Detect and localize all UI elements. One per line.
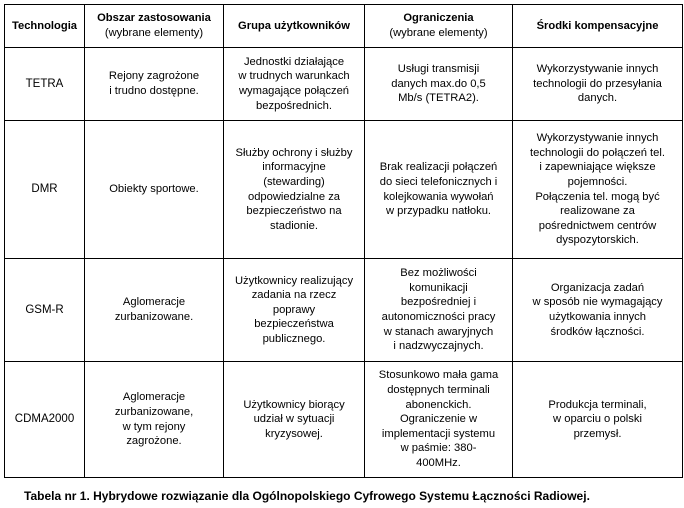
cell-users — [224, 362, 365, 478]
cell-line: Usługi transmisji — [397, 63, 480, 76]
header-users-title: Grupa użytkowników — [238, 19, 350, 32]
cell-line: bezpieczeństwa — [254, 318, 334, 331]
header-compensation-title: Środki kompensacyjne — [536, 19, 659, 32]
cell-line: kolejkowania wywołań — [383, 190, 494, 203]
cell-line: środków łączności. — [550, 325, 645, 338]
header-limits-title: Ograniczenia — [403, 12, 474, 25]
cell-line: Użytkownicy realizujący — [234, 274, 354, 287]
cell-compensation — [513, 362, 683, 478]
cell-line: poprawy — [272, 303, 316, 316]
cell-limits — [365, 48, 513, 121]
header-users — [224, 5, 365, 48]
header-technology-title: Technologia — [11, 19, 78, 32]
cell-line: dostępnych terminali — [387, 384, 490, 397]
cell-line: komunikacji — [409, 281, 468, 294]
cell-technology: CDMA2000 — [5, 362, 85, 478]
cell-line: Połączenia tel. mogą być — [535, 190, 660, 203]
cell-limits — [365, 362, 513, 478]
cell-line: i zapewniające większe — [539, 161, 656, 174]
cell-line: publicznego. — [262, 332, 326, 345]
cell-line: Mb/s (TETRA2). — [398, 92, 479, 105]
cell-line: dyspozytorskich. — [556, 234, 639, 247]
cell-area — [85, 362, 224, 478]
cell-technology: DMR — [5, 121, 85, 259]
cell-line: 400MHz. — [416, 456, 461, 469]
cell-limits — [365, 259, 513, 362]
table-caption: Tabela nr 1. Hybrydowe rozwiązanie dla Ogólnopolskiego Cyfrowego Systemu Łączności Radiowej. — [24, 489, 590, 503]
cell-line: Bez możliwości — [400, 267, 477, 280]
cell-line: i nadzwyczajnych. — [393, 340, 484, 353]
cell-line: w trudnych warunkach — [238, 70, 350, 83]
cell-area — [85, 121, 224, 259]
table-row — [5, 259, 683, 362]
cell-compensation — [513, 121, 683, 259]
table-row — [5, 48, 683, 121]
cell-line: (stewarding) — [263, 175, 325, 188]
cell-line: w przypadku natłoku. — [385, 205, 492, 218]
cell-line: w paśmie: 380- — [400, 442, 477, 455]
cell-line: Organizacja zadań — [550, 281, 645, 294]
cell-line: bezpośrednich. — [256, 99, 332, 112]
cell-users — [224, 121, 365, 259]
cell-line: Produkcja terminali, — [548, 398, 647, 411]
cell-line: Aglomeracje — [122, 391, 186, 404]
cell-area — [85, 48, 224, 121]
table-header-row — [5, 5, 683, 48]
cell-line: przemysł. — [573, 427, 622, 440]
cell-line: zurbanizowane, — [114, 405, 194, 418]
cell-line: Ograniczenie w — [399, 413, 478, 426]
cell-technology: GSM-R — [5, 259, 85, 362]
cell-line: stadionie. — [270, 219, 318, 232]
cell-line: użytkowania innych — [548, 311, 646, 323]
cell-line: Stosunkowo mała gama — [378, 369, 499, 382]
table-row — [5, 362, 683, 478]
cell-line: w stanach awaryjnych — [383, 325, 494, 338]
cell-line: Jednostki działające — [243, 55, 345, 68]
cell-line: pośrednictwem centrów — [538, 219, 657, 232]
cell-line: technologii do przesyłania — [533, 77, 662, 90]
cell-line: Służby ochrony i służby — [235, 146, 353, 159]
cell-line: Obiekty sportowe. — [109, 183, 199, 196]
header-compensation — [513, 5, 683, 48]
cell-compensation — [513, 48, 683, 121]
cell-line: implementacji systemu — [381, 427, 496, 440]
cell-limits — [365, 121, 513, 259]
cell-line: w sposób nie wymagający — [532, 296, 663, 309]
cell-line: Wykorzystywanie innych — [536, 132, 659, 145]
cell-line: Użytkownicy biorący — [243, 398, 345, 411]
cell-line: danych. — [577, 92, 618, 105]
header-limits-subtitle: (wybrane elementy) — [389, 27, 488, 39]
technology-table — [4, 4, 683, 478]
cell-line: do sieci telefonicznych i — [379, 175, 498, 188]
cell-line: Brak realizacji połączeń — [379, 161, 498, 174]
cell-users — [224, 259, 365, 362]
cell-line: Rejony zagrożone — [108, 70, 200, 83]
cell-line: i trudno dostępne. — [109, 85, 199, 97]
cell-line: informacyjne — [262, 161, 326, 174]
cell-line: zagrożone. — [126, 435, 182, 448]
cell-line: w tym rejony — [122, 420, 186, 433]
header-area — [85, 5, 224, 48]
header-area-title: Obszar zastosowania — [97, 12, 211, 25]
cell-line: odpowiedzialne za — [247, 190, 341, 203]
cell-line: bezpośredniej i — [400, 296, 477, 309]
cell-line: technologii do połączeń tel. — [530, 146, 665, 159]
cell-line: udział w sytuacji — [253, 413, 335, 426]
cell-area — [85, 259, 224, 362]
cell-line: abonenckich. — [405, 398, 472, 411]
cell-compensation — [513, 259, 683, 362]
cell-users — [224, 48, 365, 121]
cell-line: Wykorzystywanie innych — [536, 63, 659, 76]
cell-line: realizowane za — [560, 205, 635, 218]
cell-technology: TETRA — [5, 48, 85, 121]
cell-line: zadania na rzecz — [251, 289, 337, 302]
header-area-subtitle: (wybrane elementy) — [104, 27, 204, 39]
cell-line: wymagające połączeń — [238, 85, 350, 97]
cell-line: w oparciu o polski — [553, 413, 642, 426]
table-row — [5, 121, 683, 259]
cell-line: kryzysowej. — [265, 427, 323, 440]
cell-line: zurbanizowane. — [114, 311, 194, 323]
cell-line: bezpieczeństwo na — [246, 205, 342, 218]
cell-line: danych max.do 0,5 — [391, 77, 486, 90]
cell-line: autonomiczności pracy — [381, 311, 496, 323]
header-technology — [5, 5, 85, 48]
cell-line: Aglomeracje — [122, 296, 186, 309]
header-limits — [365, 5, 513, 48]
cell-line: pojemności. — [567, 175, 628, 188]
